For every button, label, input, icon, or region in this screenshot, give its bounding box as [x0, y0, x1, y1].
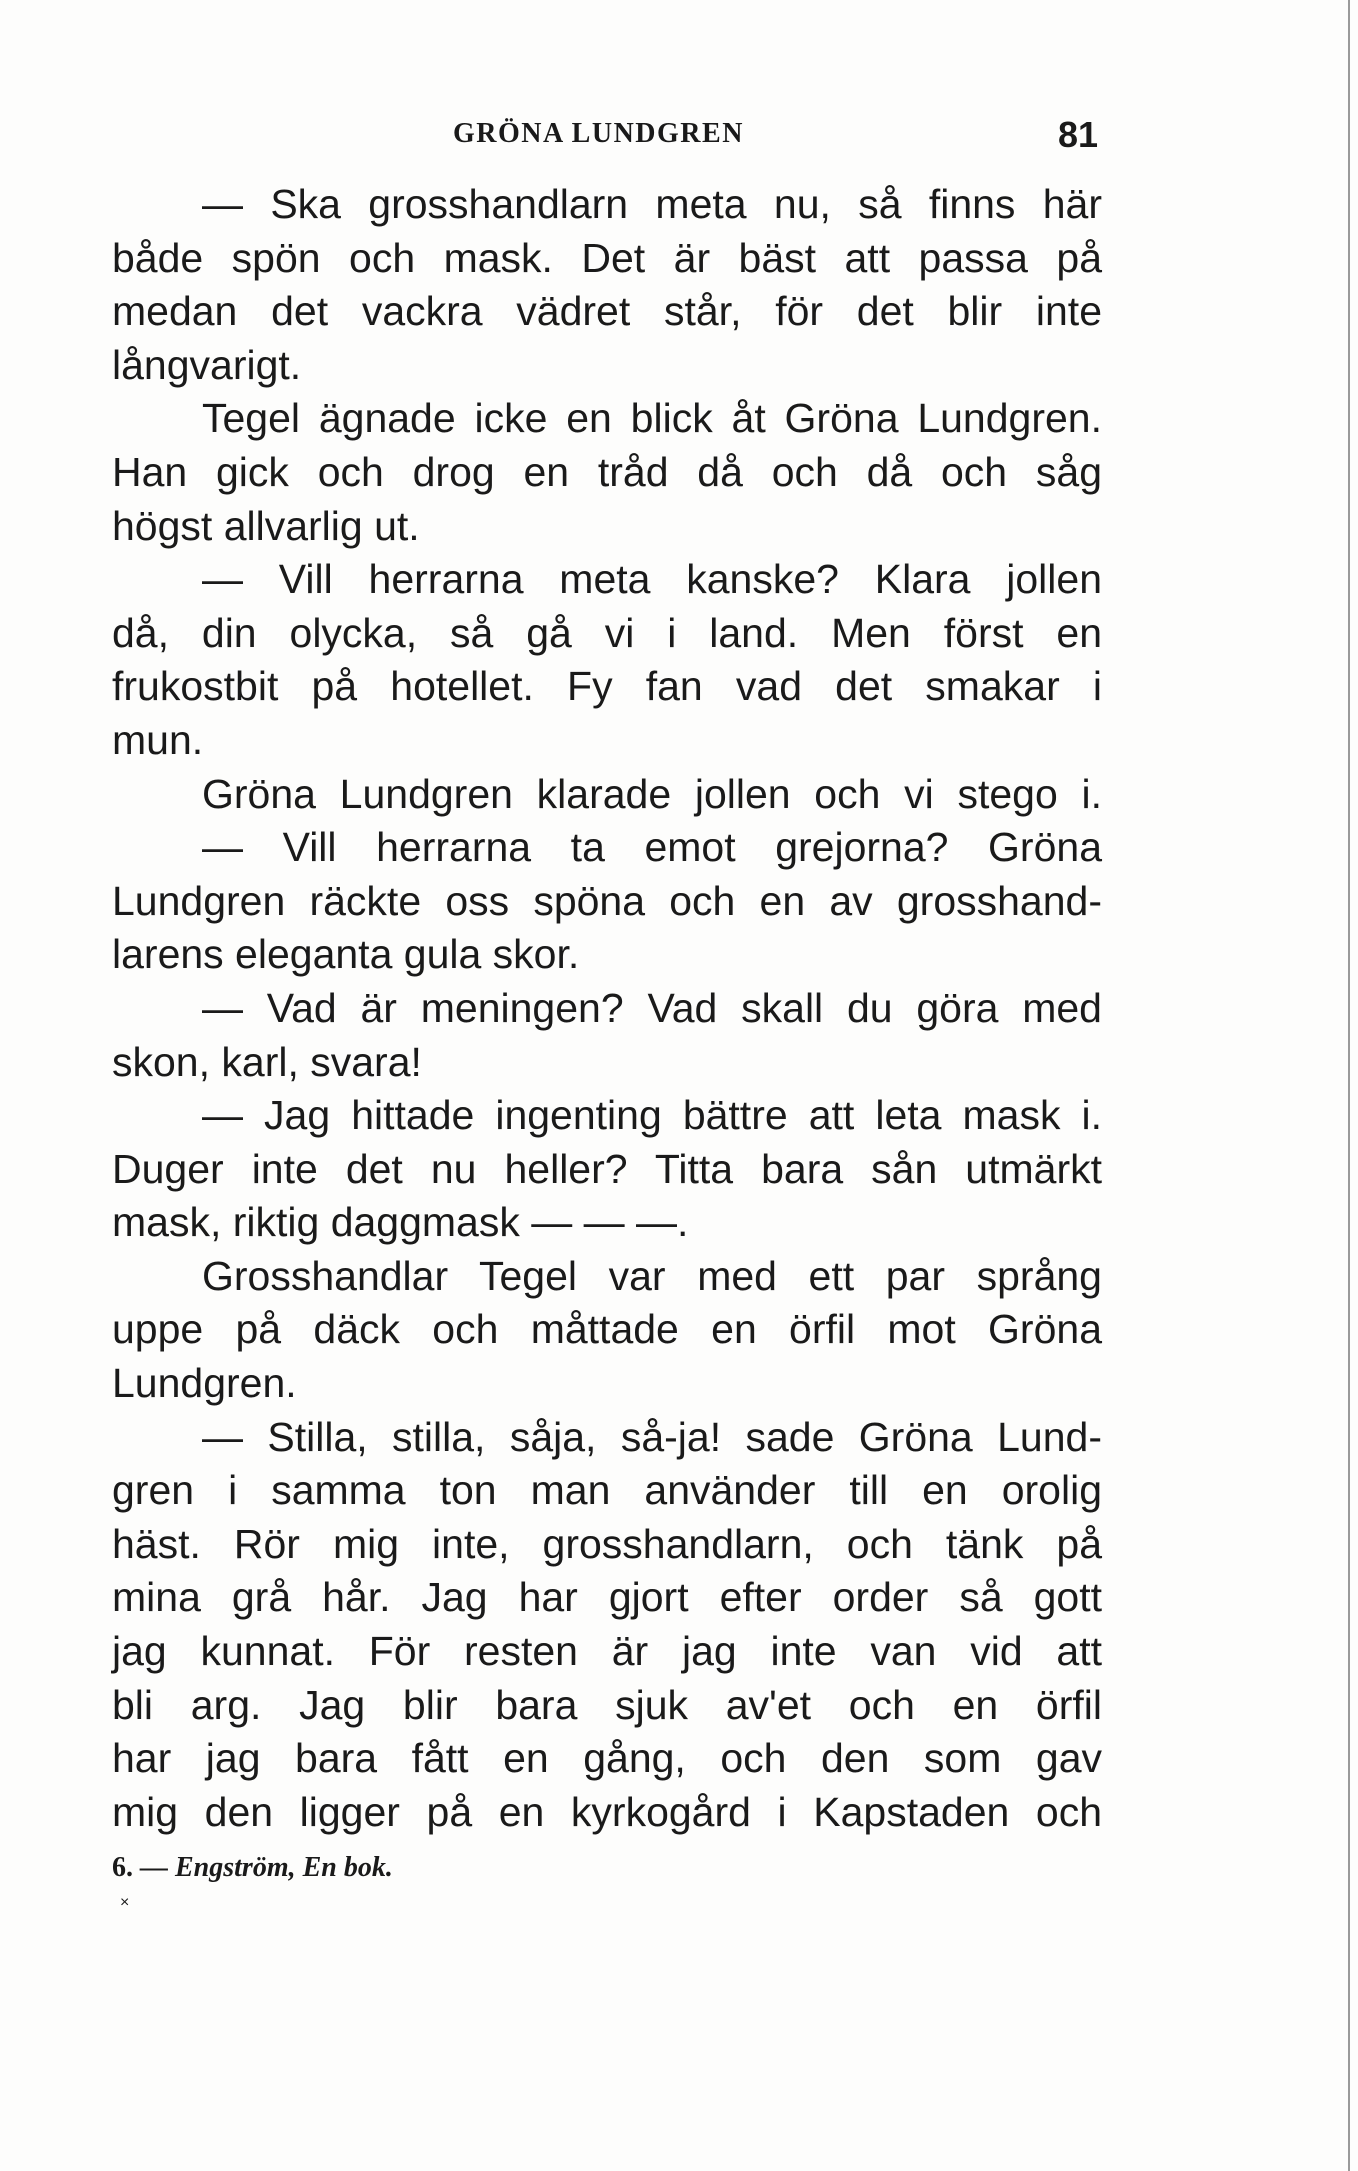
text-line: — Stilla, stilla, såja, så-ja! sade Gröna Lund- — [202, 1413, 1102, 1460]
text-line: mig den ligger på en kyrkogård i Kapstaden och — [112, 1788, 1102, 1835]
text-line: frukostbit på hotellet. Fy fan vad det smakar i — [112, 663, 1102, 710]
text-line: — Ska grosshandlarn meta nu, så finns här — [202, 181, 1102, 227]
text-line: högst allvarlig ut. — [112, 502, 420, 549]
text-line: häst. Rör mig inte, grosshandlarn, och tänk på — [112, 1520, 1102, 1567]
text-line: jag kunnat. För resten är jag inte van vid att — [112, 1628, 1102, 1675]
page-footer — [112, 1852, 393, 1884]
page-number: 81 — [1057, 114, 1098, 155]
signature-text: — Engström, En bok. — [140, 1852, 393, 1883]
text-line: Tegel ägnade icke en blick åt Gröna Lundgren. — [202, 395, 1102, 442]
text-line: bli arg. Jag blir bara sjuk av'et och en örfil — [112, 1681, 1102, 1728]
text-line: uppe på däck och måttade en örfil mot Gröna — [112, 1306, 1102, 1353]
text-line: mask, riktig daggmask — — —. — [112, 1199, 689, 1246]
text-line: både spön och mask. Det är bäst att passa på — [112, 234, 1102, 281]
running-title: GRÖNA LUNDGREN — [453, 118, 744, 149]
text-line: har jag bara fått en gång, och den som gav — [112, 1735, 1102, 1782]
text-line: — Vill herrarna ta emot grejorna? Gröna — [202, 824, 1102, 871]
scan-edge-line — [1348, 0, 1350, 2171]
text-line: Lundgren räckte oss spöna och en av grosshand- — [112, 877, 1102, 924]
page-header — [108, 114, 1098, 158]
text-line: skon, karl, svara! — [112, 1038, 422, 1085]
body-text — [112, 178, 1102, 1839]
text-line: mun. — [112, 716, 204, 763]
text-line: Gröna Lundgren klarade jollen och vi stego i. — [202, 770, 1102, 817]
text-line: — Jag hittade ingenting bättre att leta mask i. — [202, 1092, 1102, 1139]
printer-mark: × — [120, 1894, 130, 1911]
text-line: Lundgren. — [112, 1360, 297, 1407]
text-line: medan det vackra vädret står, för det blir inte — [112, 288, 1102, 335]
text-line: — Vad är meningen? Vad skall du göra med — [202, 984, 1102, 1031]
text-line: då, din olycka, så gå vi i land. Men först en — [112, 609, 1102, 656]
text-line: — Vill herrarna meta kanske? Klara jollen — [202, 556, 1102, 603]
text-line: mina grå hår. Jag har gjort efter order så gott — [112, 1574, 1102, 1621]
text-line: Duger inte det nu heller? Titta bara sån utmärkt — [112, 1145, 1102, 1192]
signature-number: 6. — [112, 1852, 133, 1883]
text-line: larens eleganta gula skor. — [112, 931, 580, 978]
text-line: gren i samma ton man använder till en orolig — [112, 1467, 1102, 1514]
text-line: Han gick och drog en tråd då och då och såg — [112, 448, 1102, 495]
text-line: långvarigt. — [112, 341, 302, 388]
text-line: Grosshandlar Tegel var med ett par språng — [202, 1252, 1102, 1299]
